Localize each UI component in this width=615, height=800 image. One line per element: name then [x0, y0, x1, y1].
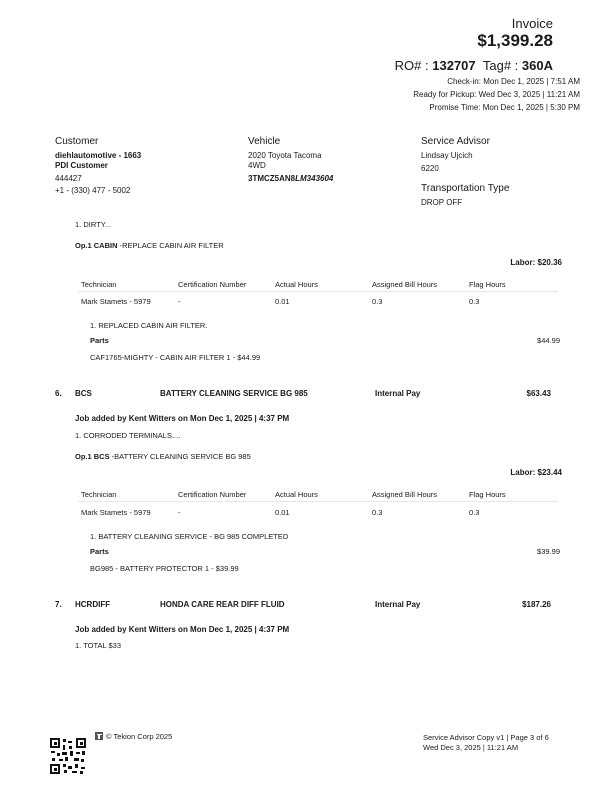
customer-heading: Customer [55, 136, 99, 147]
job6-tech-name: Mark Stamets - 5979 [81, 508, 151, 517]
job7-amount: $187.26 [522, 600, 551, 609]
job6-description: BATTERY CLEANING SERVICE BG 985 [160, 389, 308, 398]
customer-phone: +1 - (330) 477 - 5002 [55, 186, 131, 195]
job6-parts-total: $39.99 [537, 547, 560, 556]
customer-number: 444427 [55, 174, 82, 183]
ro-tag-line [395, 58, 553, 73]
job5-col-flag-hours: Flag Hours [469, 280, 506, 289]
job5-labor: Labor: $20.36 [510, 258, 562, 267]
job5-tech-cert: - [178, 297, 181, 306]
job6-op-code: Op.1 BCS [75, 452, 110, 461]
job7-pay-type: Internal Pay [375, 600, 421, 609]
job5-note: 1. REPLACED CABIN AIR FILTER. [90, 321, 208, 330]
job5-tech-assigned: 0.3 [372, 297, 383, 306]
job6-col-certification: Certification Number [178, 490, 247, 499]
job6-parts-label: Parts [90, 547, 109, 556]
job6-tech-flag: 0.3 [469, 508, 480, 517]
job6-col-technician: Technician [81, 490, 117, 499]
job5-tech-actual: 0.01 [275, 297, 290, 306]
printed-timestamp: Wed Dec 3, 2025 | 11:21 AM [423, 743, 519, 752]
job7-number: 7. [55, 600, 62, 609]
tekion-logo-icon [95, 732, 103, 740]
job6-part-line: BG985 - BATTERY PROTECTOR 1 - $39.99 [90, 564, 239, 573]
job5-col-certification: Certification Number [178, 280, 247, 289]
job6-table-divider [78, 501, 558, 502]
job6-concern: 1. CORRODED TERMINALS.... [75, 431, 181, 440]
job5-parts-label: Parts [90, 336, 109, 345]
job5-parts-total: $44.99 [537, 336, 560, 345]
job5-op-code: Op.1 CABIN [75, 241, 118, 250]
job5-tech-name: Mark Stamets - 5979 [81, 297, 151, 306]
qr-code [50, 738, 86, 774]
customer-type: PDI Customer [55, 161, 108, 170]
job6-operation [75, 452, 251, 461]
job6-amount: $63.43 [526, 389, 551, 398]
vehicle-heading: Vehicle [248, 136, 281, 147]
job5-operation [75, 241, 224, 250]
job6-pay-type: Internal Pay [375, 389, 421, 398]
ro-number: 132707 [432, 58, 476, 73]
copy-page-info: Service Advisor Copy v1 | Page 3 of 6 [423, 733, 549, 742]
job6-op-desc: -BATTERY CLEANING SERVICE BG 985 [109, 452, 251, 461]
job6-code: BCS [75, 389, 92, 398]
job7-code: HCRDIFF [75, 600, 111, 609]
job5-part-line: CAF1765-MIGHTY - CABIN AIR FILTER 1 - $44.99 [90, 353, 261, 362]
job6-added-by: Job added by Kent Witters on Mon Dec 1, 2025 | 4:37 PM [75, 414, 290, 423]
job6-col-assigned-hours: Assigned Bill Hours [372, 490, 438, 499]
transport-value: DROP OFF [421, 198, 463, 207]
copyright-text: © Tekion Corp 2025 [106, 732, 173, 741]
tag-label: Tag# : [482, 58, 519, 73]
job6-tech-assigned: 0.3 [372, 508, 383, 517]
job7-added-by: Job added by Kent Witters on Mon Dec 1, 2025 | 4:37 PM [75, 625, 290, 634]
customer-name: diehlautomotive - 1663 [55, 151, 142, 160]
ro-label: RO# : [394, 58, 429, 73]
job5-tech-flag: 0.3 [469, 297, 480, 306]
transport-heading: Transportation Type [421, 183, 510, 194]
job6-col-actual-hours: Actual Hours [275, 490, 318, 499]
vin-suffix: LM343604 [295, 174, 334, 183]
job5-table-divider [78, 291, 558, 292]
job6-tech-actual: 0.01 [275, 508, 290, 517]
job7-description: HONDA CARE REAR DIFF FLUID [160, 600, 285, 609]
vin-prefix: 3TMCZ5AN8 [248, 174, 296, 183]
tag-number: 360A [521, 58, 553, 73]
job5-concern: 1. DIRTY... [75, 220, 111, 229]
vehicle-drive: 4WD [248, 161, 266, 170]
job5-col-technician: Technician [81, 280, 117, 289]
job6-col-flag-hours: Flag Hours [469, 490, 506, 499]
advisor-heading: Service Advisor [421, 136, 490, 147]
job5-col-actual-hours: Actual Hours [275, 280, 318, 289]
advisor-number: 6220 [421, 164, 439, 173]
job6-number: 6. [55, 389, 62, 398]
vehicle-vin [248, 174, 333, 183]
document-type: Invoice [511, 16, 553, 31]
job5-col-assigned-hours: Assigned Bill Hours [372, 280, 438, 289]
ready-for-pickup-time: Ready for Pickup: Wed Dec 3, 2025 | 11:21 AM [413, 90, 580, 99]
job7-concern: 1. TOTAL $33 [75, 641, 121, 650]
job6-labor: Labor: $23.44 [510, 468, 562, 477]
job5-op-desc: -REPLACE CABIN AIR FILTER [117, 241, 224, 250]
job6-tech-cert: - [178, 508, 181, 517]
checkin-time: Check-in: Mon Dec 1, 2025 | 7:51 AM [447, 77, 580, 86]
vehicle-model: 2020 Toyota Tacoma [248, 151, 322, 160]
advisor-name: Lindsay Ujcich [421, 151, 473, 160]
job6-note: 1. BATTERY CLEANING SERVICE - BG 985 COMPLETED [90, 532, 289, 541]
promise-time: Promise Time: Mon Dec 1, 2025 | 5:30 PM [429, 103, 580, 112]
invoice-total: $1,399.28 [477, 31, 553, 50]
